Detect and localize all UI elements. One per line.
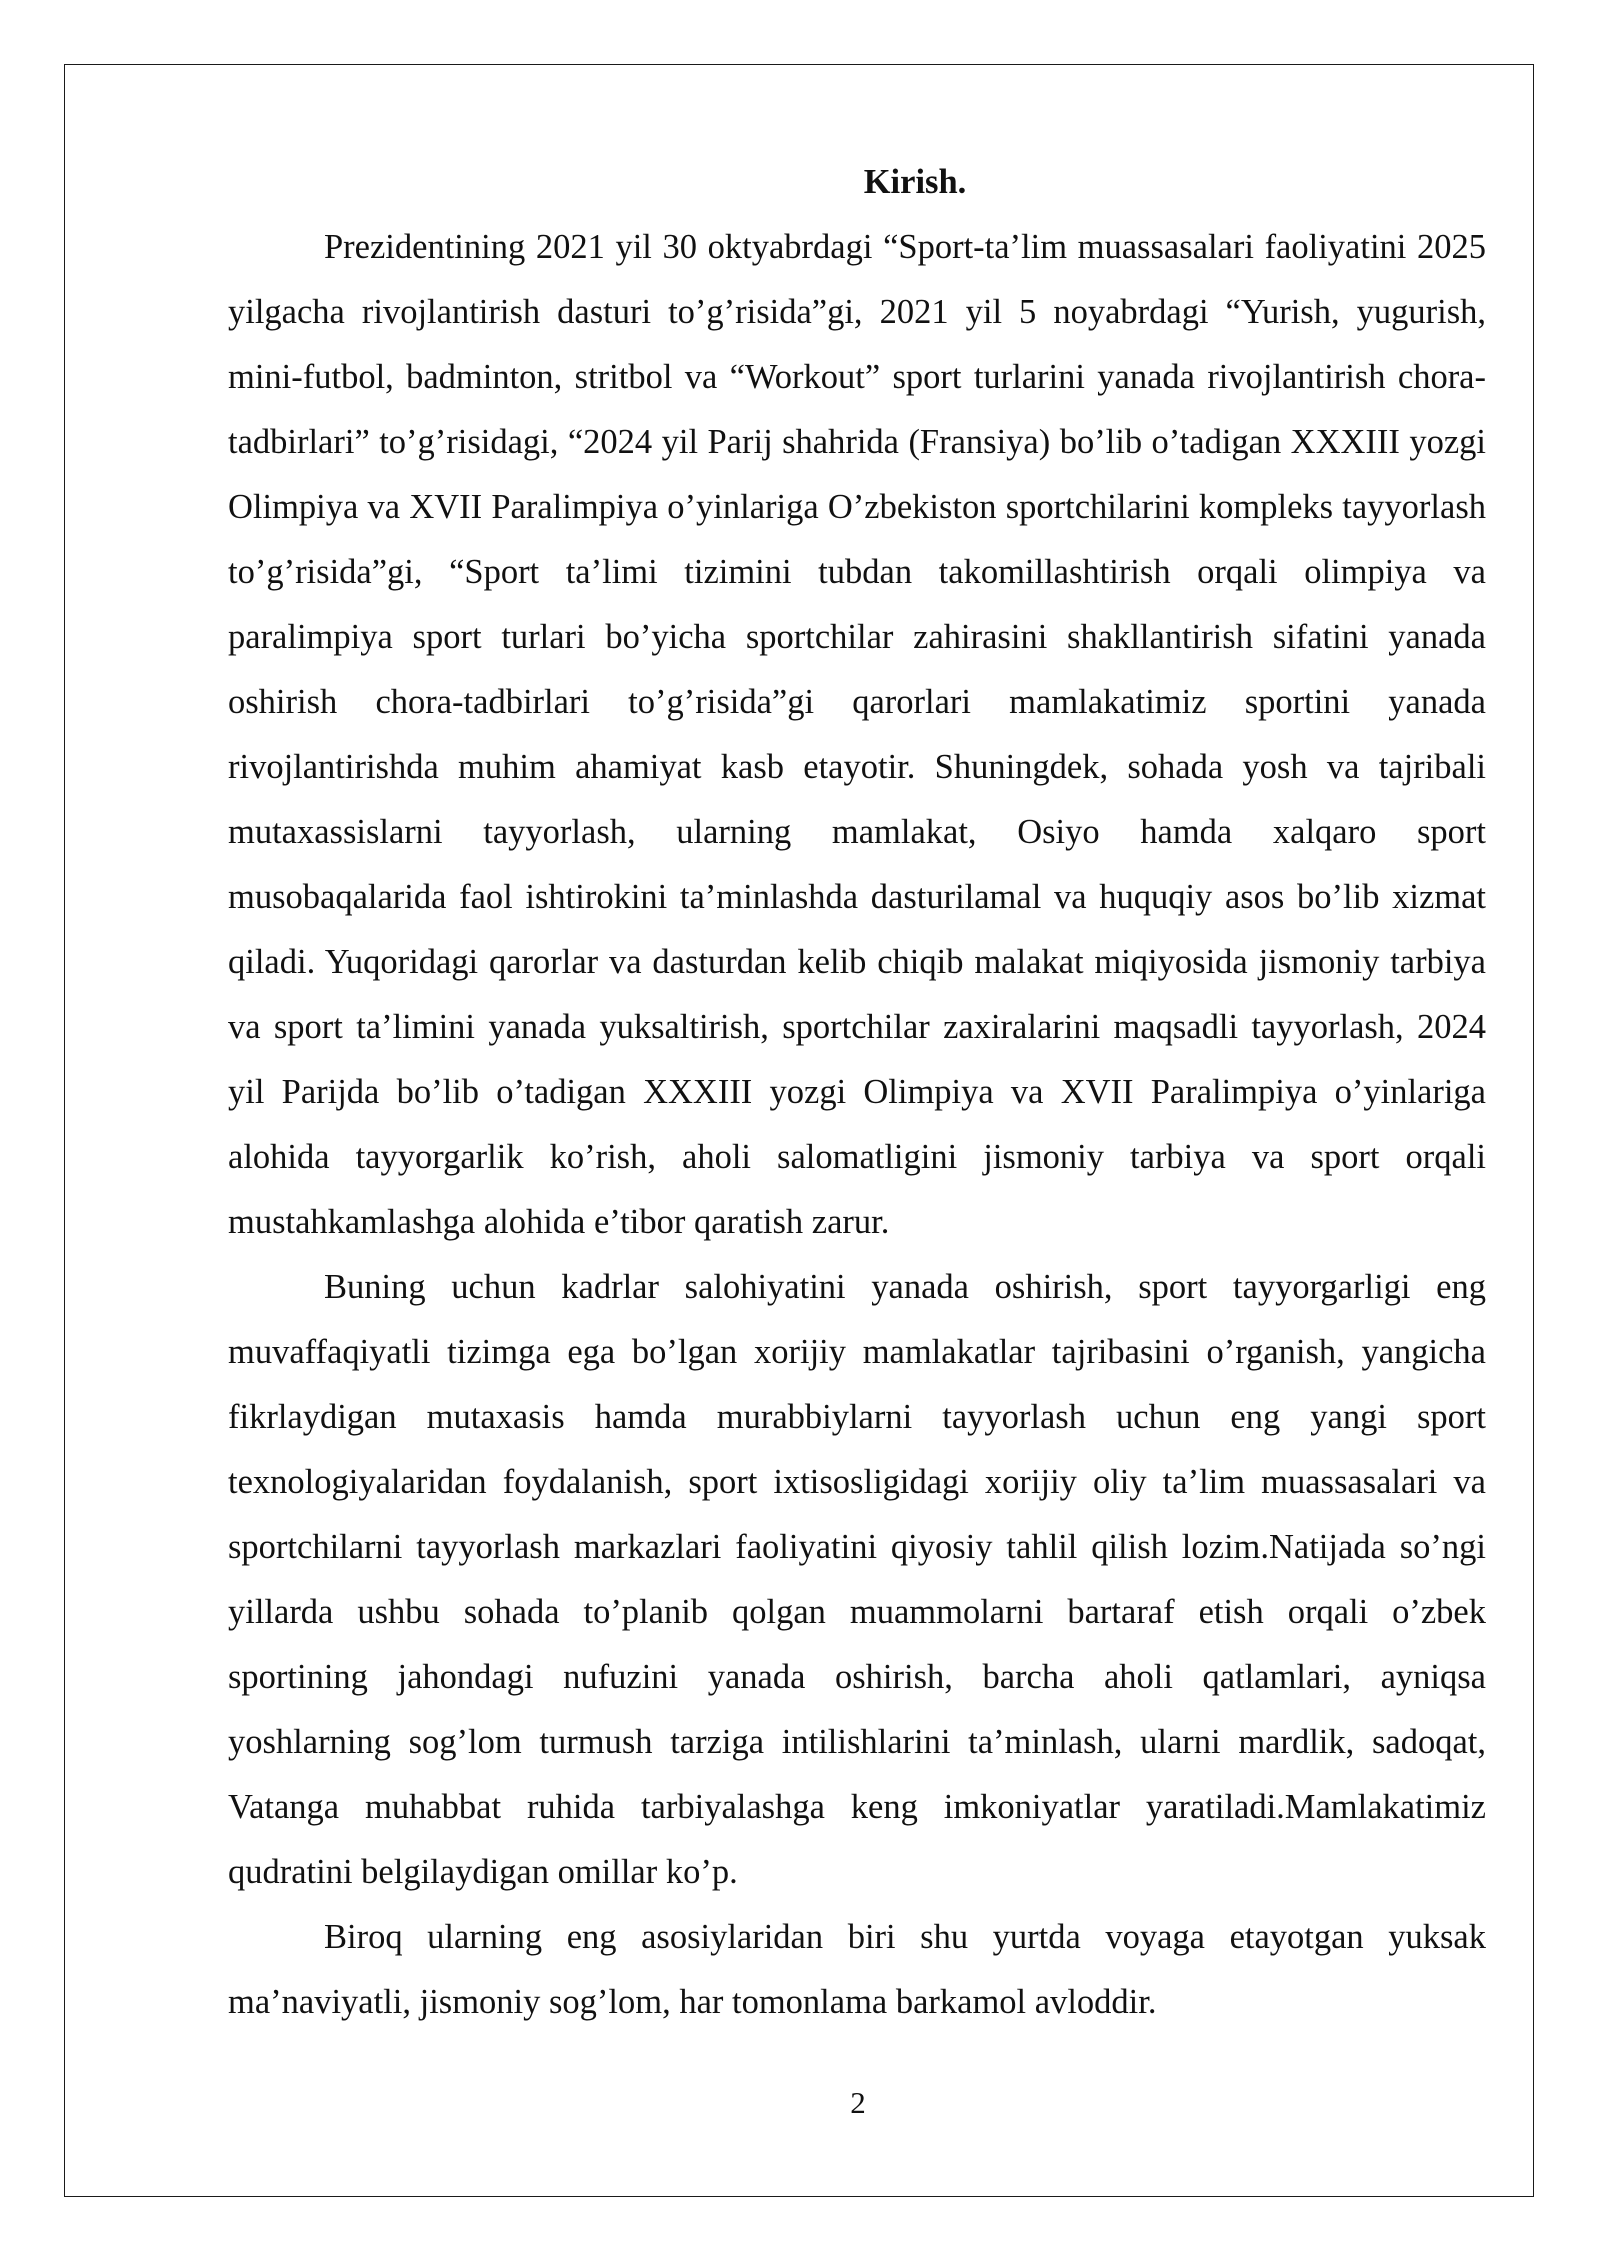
paragraph-2: Buning uchun kadrlar salohiyatini yanada oshirish, sport tayyorgarligi eng muvaffaqiyatli tizimga ega bo’lgan xorijiy mamlakatlar tajribasini o’rganish, yangicha fikrlaydigan mutaxasis hamda murabbiylarni tayyorlash uchun eng yangi sport texnologiyalaridan foydalanish, sport ixtisosligidagi xorijiy oliy ta’lim muassasalari va sportchilarni tayyorlash markazlari faoliyatini qiyosiy tahlil qilish lozim.Natijada so’ngi yillarda ushbu sohada to’planib qolgan muammolarni bartaraf etish orqali o’zbek sportining jahondagi nufuzini yanada oshirish, barcha aholi qatlamlari, ayniqsa yoshlarning sog’lom turmush tarziga intilishlarini ta’minlash, ularni mardlik, sadoqat, Vatanga muhabbat ruhida tarbiyalashga keng imkoniyatlar yaratiladi.Mamlakatimiz qudratini belgilaydigan omillar ko’p. (228, 1268, 1486, 1891)
page-number: 2 (850, 2085, 866, 2120)
paragraph-3: Biroq ularning eng asosiylaridan biri shu yurtda voyaga etayotgan yuksak ma’naviyatli, jismoniy sog’lom, har tomonlama barkamol avloddir. (228, 1918, 1486, 2021)
section-title: Kirish. (863, 163, 967, 201)
paragraph-1: Prezidentining 2021 yil 30 oktyabrdagi “Sport-ta’lim muassasalari faoliyatini 2025 yilgacha rivojlantirish dasturi to’g’risida”gi, 2021 yil 5 noyabrdagi “Yurish, yugurish, mini-futbol, badminton, stritbol va “Workout” sport turlarini yanada rivojlantirish chora-tadbirlari” to’g’risidagi, “2024 yil Parij shahrida (Fransiya) bo’lib o’tadigan XXXIII yozgi Olimpiya va XVII Paralimpiya o’yinlariga O’zbekiston sportchilarini kompleks tayyorlash to’g’risida”gi, “Sport ta’limi tizimini tubdan takomillashtirish orqali olimpiya va paralimpiya sport turlari bo’yicha sportchilar zahirasini shakllantirish sifatini yanada oshirish chora-tadbirlari to’g’risida”gi qarorlari mamlakatimiz sportini yanada rivojlantirishda muhim ahamiyat kasb etayotir. Shuningdek, sohada yosh va tajribali mutaxassislarni tayyorlash, ularning mamlakat, Osiyo hamda xalqaro sport musobaqalarida faol ishtirokini ta’minlashda dasturilamal va huquqiy asos bo’lib xizmat qiladi. Yuqoridagi qarorlar va dasturdan kelib chiqib malakat miqiyosida jismoniy tarbiya va sport ta’limini yanada yuksaltirish, sportchilar zaxiralarini maqsadli tayyorlash, 2024 yil Parijda bo’lib o’tadigan XXXIII yozgi Olimpiya va XVII Paralimpiya o’yinlariga alohida tayyorgarlik ko’rish, aholi salomatligini jismoniy tarbiya va sport orqali mustahkamlashga alohida e’tibor qaratish zarur. (228, 228, 1486, 1241)
document-body (228, 150, 1486, 2035)
